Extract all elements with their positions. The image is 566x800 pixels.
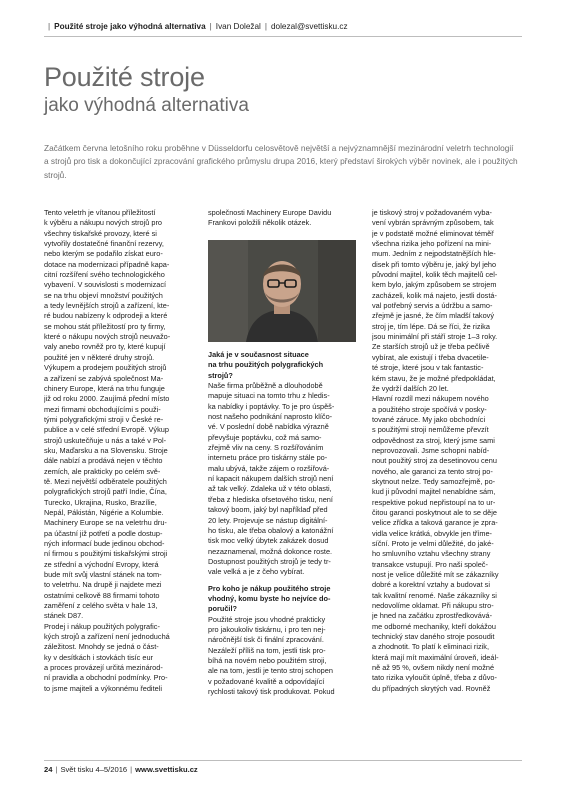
text-column-1: Tento veletrh je vítanou příležitostí k výběru a nákupu nových strojů pro všechny tiskařské provozy, které si vytvořily dostatečné finanční rezervy, nebo kterým se podařilo získat euro- dotace na modernizaci případně kapa- citní rozšíření svého technologického vybavení. V souvislosti s modernizací se na trhu objeví množství použitých a tedy levnějších strojů a zařízení, kte- ré budou nabízeny k odprodeji a které se mohou stát příležitostí pro ty firmy, které o nákupu nových strojů neuvažo- valy anebo rovněž pro ty, které kupují použité jen v některé druhy strojů. Výkupem a prodejem použitých strojů a zařízení se zabývá společnost Ma- chinery Europe, která na trhu funguje již od roku 2000. Zaujímá přední místo mezi firmami obchodujícími s použi- tými polygrafickými stroji v České re- publice a v celé střední Evropě. Výkup strojů uskutečňuje u nás a také v Pol- sku, Maďarsku a na Slovensku. Stroje dále nabízí a prodává nejen v těchto zemích, ale prakticky po celém svě- tě. Mezi největší odběratele použitých polygrafických strojů patří Indie, Čína, Turecko, Ukrajina, Rusko, Brazílie, Nepál, Pákistán, Nigérie a Kolumbie. Machinery Europe se na veletrhu dru- pa účastní již potřetí a podle dostup- ných informací bude jedinou obchod- ní firmou s použitými tiskařskými stroji ze střední a východní Evropy, která bude mít svůj vlastní stánek na tom- to veletrhu. Na drupě ji najdete mezi ostatními celkově 88 firmami tohoto zaměření z celého světa v hale 13, stánek D87. Prodej i nákup použitých polygrafic- kých strojů a zařízení není jednoduchá záležitost. Mnohdy se jedná o část- ky v desítkách i stovkách tisíc eur a proces provázejí určitá mezinárod- ní pravidla a obchodní podmínky. Pro- to jsme majiteli a výkonnému řediteli <box>44 208 171 693</box>
page-footer <box>44 765 198 774</box>
article-lead: Začátkem června letošního roku proběhne v Düsseldorfu celosvětově největší a nejvýznamnější mezinárodní veletrh technologií a strojů pro tisk a dokončující zpracování grafického průmyslu drupa 2016, který představí širokých výběr novinek, ale i použitých strojů. <box>44 143 518 180</box>
interview-answer: Použité stroje jsou vhodné prakticky pro jakoukoliv tiskárnu, i pro ten nej- náročnější tisk či finální zpracování. Nezáleží příliš na tom, jestli tisk pro- bíhá na novém nebo použitém stroji, ale na tom, jestli je tento stroj schopen v požadované kvalitě a odpovídající rychlosti takový tisk produkovat. Pokud <box>208 614 335 696</box>
interview-question: Jaká je v současnost situace na trhu použitých polygrafických strojů? <box>208 350 324 380</box>
footer-rule <box>44 760 522 761</box>
header-email[interactable]: dolezal@svettisku.cz <box>271 22 348 31</box>
header-separator: | <box>48 22 51 31</box>
footer-separator: | <box>55 765 58 774</box>
portrait-illustration <box>208 240 356 342</box>
text-column-2 <box>208 350 360 736</box>
article-subtitle: jako výhodná alternativa <box>44 95 249 116</box>
page-number: 24 <box>44 765 53 774</box>
footer-separator: | <box>130 765 133 774</box>
running-header <box>44 22 348 31</box>
header-author: Ivan Doležal <box>215 22 261 31</box>
header-separator: | <box>264 22 267 31</box>
article-title: Použité stroje <box>44 62 205 92</box>
magazine-issue: Svět tisku 4–5/2016 <box>60 765 128 774</box>
header-section: Použité stroje jako výhodná alternativa <box>54 22 206 31</box>
interview-answer: Naše firma průběžně a dlouhodobě mapuje situaci na tomto trhu z hledis- ka nabídky i poptávky. To je pro úspěš- nost našeho podnikání naprosto klíčo- vé. V poslední době nabídka výrazně převyšuje poptávku, což má samo- zřejmě vliv na ceny. S rozšířováním internetu práce pro tiskárny stále po- malu ubývá, takže zájem o rozšiřová- ní kapacit nákupem dalších strojů není až tak velký. Zdaleka už v této oblasti, třeba z hlediska ofsetového tisku, není takový boom, jaký byl napříklaď před 20 lety. Projevuje se nástup digitální- ho tisku, ale třeba obalový a katonážní tisk moc velký úbytek zakázek dosud nezaznamenal, možná dokonce roste. Dostupnost použitých strojů je tedy tr- vale velká a je z čeho vybírat. <box>208 381 335 577</box>
website-link[interactable]: www.svettisku.cz <box>135 765 198 774</box>
text-column-3: je tiskový stroj v požadovaném vyba- vení vybrán správným způsobem, tak je v podstatě možné eliminovat téměř všechna rizika jeho pořízení na mini- mum. Jedním z nejpodstatnějších hle- disek při tomto výběru je, jaký byl jeho původní majitel, kolik těch majitelů cel- kem bylo, jakým způsobem se strojem zacházeli, kolik má najeto, jestli dostá- val potřebný servis a údržbu a samo- zřejmě je jasné, že čím mladší takový stroj je, tím lépe. Dá se říci, že rizika jsou minimální při stáří stroje 1–3 roky. Ze starších strojů už je třeba pečlivě vybírat, ale existují i třeba dvacetile- té stroje, které jsou v tak fantastic- kém stavu, že je možné předpokládat, že vydrží dalších 20 let. Hlavní rozdíl mezi nákupem nového a použitého stroje spočívá v posky- tované záruce. My jako obchodníci s použitými stroji nemůžeme převzít odpovědnost za stroj, který jsme sami neprovozovali. Jsme schopni nabíd- nout použitý stroj za desetinovou cenu nového, ale garanci za tento stroj po- skytnout nelze. Tedy samozřejmě, po- kud ji původní majitel nenabídne sám, respektive pokud nepřistoupí na to ur- čitou garanci poskytnout ale to se děje velice zřídka a taková garance je zpra- vidla velice krátká, obvykle jen tříme- síční. Proto je velmi důležité, do jaké- ho smluvního vztahu všechny strany transakce vstupují. Pro naši společ- nost je velice důležité mít se zákazníky dobré a korektní vztahy a budovat si tak kvalitní renomé. Naše zákazníky si nedovolíme oklamat. Při nákupu stro- je hned na začátku zprostředkovává- me odborné mechaniky, kteří dokážou technický stav daného stroje posoudit a zhodnotit. To platí k eliminaci rizik, která mají mít maximální úroveň, ideál- ně až 95 %, ovšem nikdy není možné tato rizika vyloučit úplně, třeba z důvo- du případných skrytých vad. Rovněž <box>372 208 499 693</box>
interview-question: Pro koho je nákup použitého stroje vhodný, komu byste ho nejvíce do- poručil? <box>208 583 331 614</box>
portrait-photo <box>208 240 356 342</box>
header-rule <box>44 36 522 37</box>
text-column-2-top: společnosti Machinery Europe Davidu Frankovi položili několik otázek. <box>208 208 332 228</box>
header-separator: | <box>209 22 212 31</box>
